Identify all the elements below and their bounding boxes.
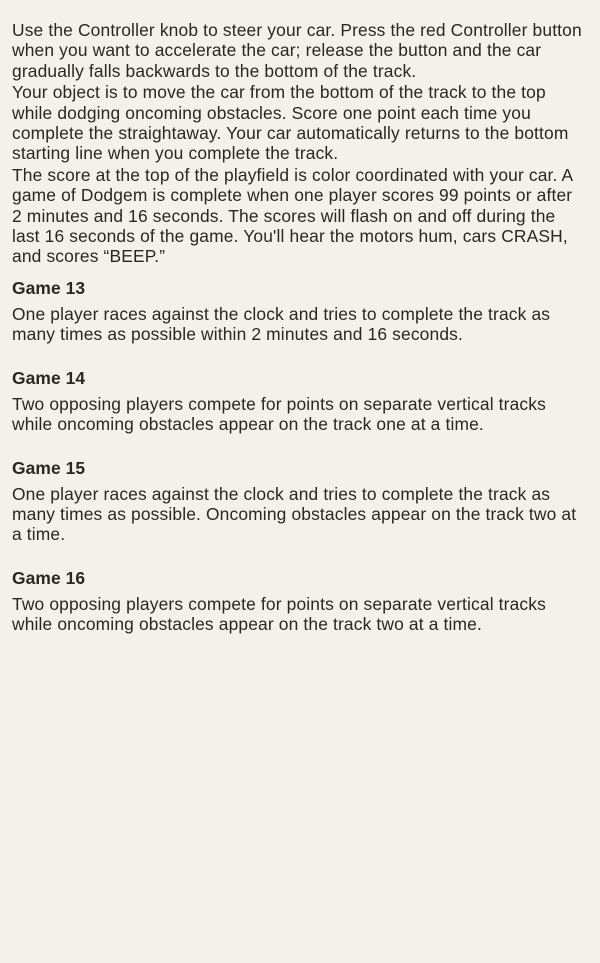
game-heading: Game 16 — [12, 567, 86, 588]
game-heading: Game 14 — [12, 367, 86, 388]
game-section — [12, 568, 586, 635]
game-section — [12, 458, 586, 545]
intro-section — [12, 20, 586, 267]
game-section — [12, 278, 586, 345]
game-description: One player races against the clock and tries to complete the track as many times as possible. Oncoming obstacles appear on the track two at a time. — [12, 483, 577, 545]
game-heading: Game 13 — [12, 277, 86, 298]
intro-paragraph-controls: Use the Controller knob to steer your car. Press the red Controller button when you want to accelerate the car; release the button and the car gradually falls backwards to the bottom of the track. — [12, 20, 582, 81]
intro-paragraph-objective: Your object is to move the car from the bottom of the track to the top while dodging oncoming obstacles. Score one point each time you complete the straightaway. Your car automatically returns to the bottom starting line when you complete the track. — [12, 82, 569, 164]
game-description: Two opposing players compete for points on separate vertical tracks while oncoming obstacles appear on the track two at a time. — [12, 593, 546, 635]
game-section — [12, 368, 586, 435]
game-heading: Game 15 — [12, 457, 86, 478]
intro-paragraph-scoring: The score at the top of the playfield is color coordinated with your car. A game of Dodgem is complete when one player scores 99 points or after 2 minutes and 16 seconds. The scores will flash on and off during the last 16 seconds of the game. You'll hear the motors hum, cars CRASH, and scores “BEEP.” — [12, 164, 573, 267]
game-description: Two opposing players compete for points on separate vertical tracks while oncoming obstacles appear on the track one at a time. — [12, 393, 546, 435]
game-description: One player races against the clock and tries to complete the track as many times as possible within 2 minutes and 16 seconds. — [12, 303, 551, 345]
